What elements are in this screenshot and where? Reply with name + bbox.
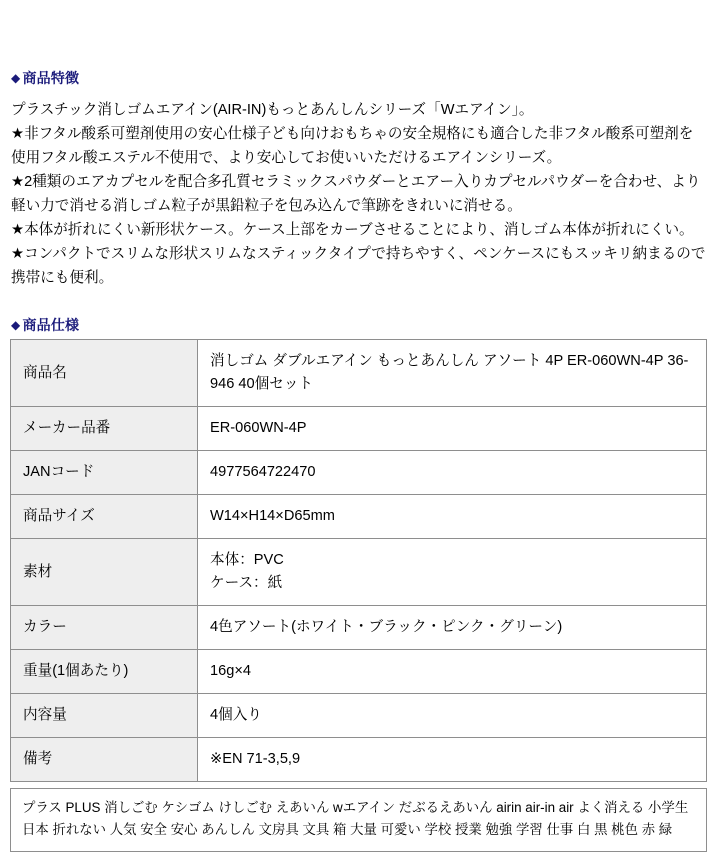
value-line: ※EN 71-3,5,9 [210, 751, 301, 767]
features-description [0, 98, 717, 290]
spec-label-cell: 商品サイズ [11, 495, 198, 539]
spec-label-cell: 商品名 [11, 340, 198, 407]
spec-label-cell: 重量(1個あたり) [11, 650, 198, 694]
feature-line: ★コンパクトでスリムな形状スリムなスティックタイプで持ちやすく、ペンケースにもスッキリ納まるので携帯にも便利。 [11, 246, 706, 286]
spec-value-cell [198, 495, 707, 539]
spec-label-cell: メーカー品番 [11, 407, 198, 451]
table-row [11, 495, 707, 539]
table-row [11, 606, 707, 650]
table-row [11, 340, 707, 407]
spec-label-cell: 内容量 [11, 694, 198, 738]
value-line: W14×H14×D65mm [210, 508, 335, 524]
spec-label-cell: カラー [11, 606, 198, 650]
value-line: 4977564722470 [210, 464, 316, 480]
spec-section-heading [0, 318, 717, 332]
value-line: 4色アソート(ホワイト・ブラック・ピンク・グリーン) [210, 619, 563, 635]
spec-value-cell [198, 694, 707, 738]
value-line: 16g×4 [210, 663, 251, 679]
feature-line: ★2種類のエアカプセルを配合多孔質セラミックスパウダーとエアー入りカプセルパウダーを合わせ、より軽い力で消せる消しゴム粒子が黒鉛粒子を包み込んで筆跡をきれいに消せる。 [11, 174, 701, 214]
table-row [11, 738, 707, 782]
table-row [11, 694, 707, 738]
feature-line: ★非フタル酸系可塑剤使用の安心仕様子ども向けおもちゃの安全規格にも適合した非フタル酸系可塑剤を使用フタル酸エステル不使用で、より安心してお使いいただけるエアインシリーズ。 [11, 126, 694, 166]
spec-value-cell [198, 650, 707, 694]
table-row [11, 451, 707, 495]
table-row [11, 539, 707, 606]
value-line: 消しゴム ダブルエアイン もっとあんしん アソート 4P ER-060WN-4P 36-946 40個セット [210, 353, 689, 392]
spec-value-cell [198, 340, 707, 407]
spec-heading-label: 商品仕様 [22, 317, 80, 333]
value-line: ER-060WN-4P [210, 420, 307, 436]
spec-value-cell [198, 738, 707, 782]
value-line: ケース：紙 [210, 575, 283, 591]
product-detail-page [0, 70, 717, 837]
spec-value-cell [198, 539, 707, 606]
spec-table-container [0, 339, 717, 782]
spec-label-cell: 備考 [11, 738, 198, 782]
spec-value-cell [198, 407, 707, 451]
spec-value-cell [198, 451, 707, 495]
feature-line: プラスチック消しゴムエアイン(AIR-IN)もっとあんしんシリーズ「Wエアイン」。 [11, 102, 534, 118]
features-heading-label: 商品特徴 [22, 70, 80, 86]
spec-label-cell: JANコード [11, 451, 198, 495]
table-row [11, 407, 707, 451]
diamond-bullet-icon: ◆ [11, 318, 21, 332]
specification-table [10, 339, 707, 782]
feature-line: ★本体が折れにくい新形状ケース。ケース上部をカーブさせることにより、消しゴム本体が折れにくい。 [11, 222, 694, 238]
table-row [11, 650, 707, 694]
spec-value-cell [198, 606, 707, 650]
features-section-heading [0, 71, 717, 85]
value-line: 本体：PVC [210, 552, 284, 568]
spec-label-cell: 素材 [11, 539, 198, 606]
keyword-tag-box: プラス PLUS 消しごむ ケシゴム けしごむ えあいん wエアイン だぶるえあいん airin air-in air よく消える 小学生 日本 折れない 人気 安全 安心 あんしん 文房具 文具 箱 大量 可愛い 学校 授業 勉強 学習 仕事 白 黒 桃色 赤 緑 [10, 788, 707, 852]
diamond-bullet-icon: ◆ [11, 71, 21, 85]
value-line: 4個入り [210, 707, 262, 723]
